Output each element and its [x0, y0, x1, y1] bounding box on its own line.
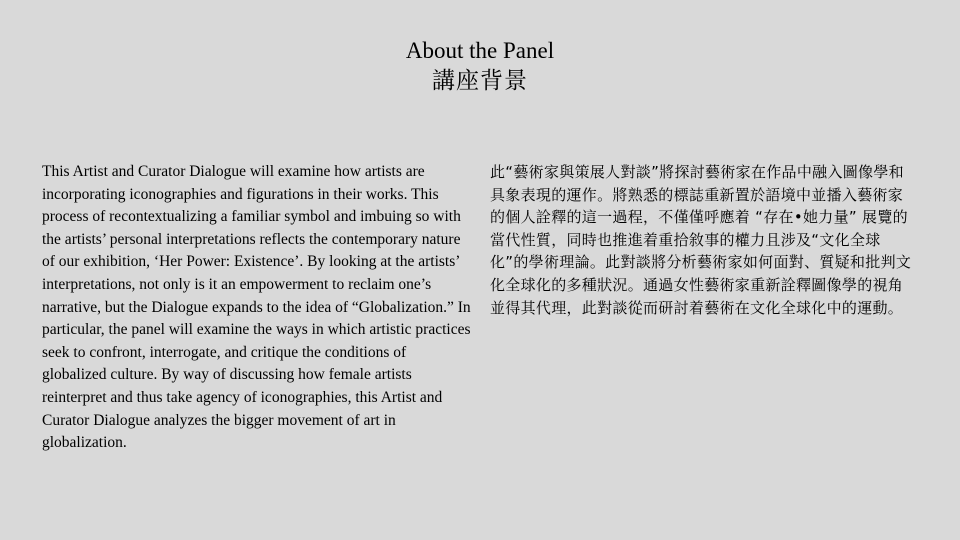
title-block — [0, 36, 960, 96]
description-chinese: 此“藝術家與策展人對談”將探討藝術家在作品中融入圖像學和具象表現的運作。將熟悉的標誌重新置於語境中並播入藝術家的個人詮釋的這一過程，不僅僅呼應着 “存在•她力量” 展覽的當代性質，同時也推進着重拾敘事的權力且涉及“文化全球化”的學術理論。此對談將分析藝術家如何面對、質疑和批判文化全球化的多種狀況。通過女性藝術家重新詮釋圖像學的視角並得其代理，此對談從而研討着藝術在文化全球化中的運動。 — [490, 163, 912, 317]
page-title-chinese: 講座背景 — [432, 68, 528, 94]
page-title-english: About the Panel — [405, 38, 555, 63]
description-english: This Artist and Curator Dialogue will examine how artists are incorporating iconographies and figurations in their works. This process of recontextualizing a familiar symbol and imbuing so with the artists’ personal interpretations reflects the contemporary nature of our exhibition, ‘Her Power: Existence’. By looking at the artists’ interpretations, not only is it an empowerment to reclaim one’s narrative, but the Dialogue expands to the idea of “Globalization.” In particular, the panel will examine the ways in which artistic practices seek to confront, interrogate, and critique the conditions of globalized culture. By way of discussing how female artists reinterpret and thus take agency of iconographies, this Artist and Curator Dialogue analyzes the bigger movement of art in globalization. — [42, 163, 471, 452]
